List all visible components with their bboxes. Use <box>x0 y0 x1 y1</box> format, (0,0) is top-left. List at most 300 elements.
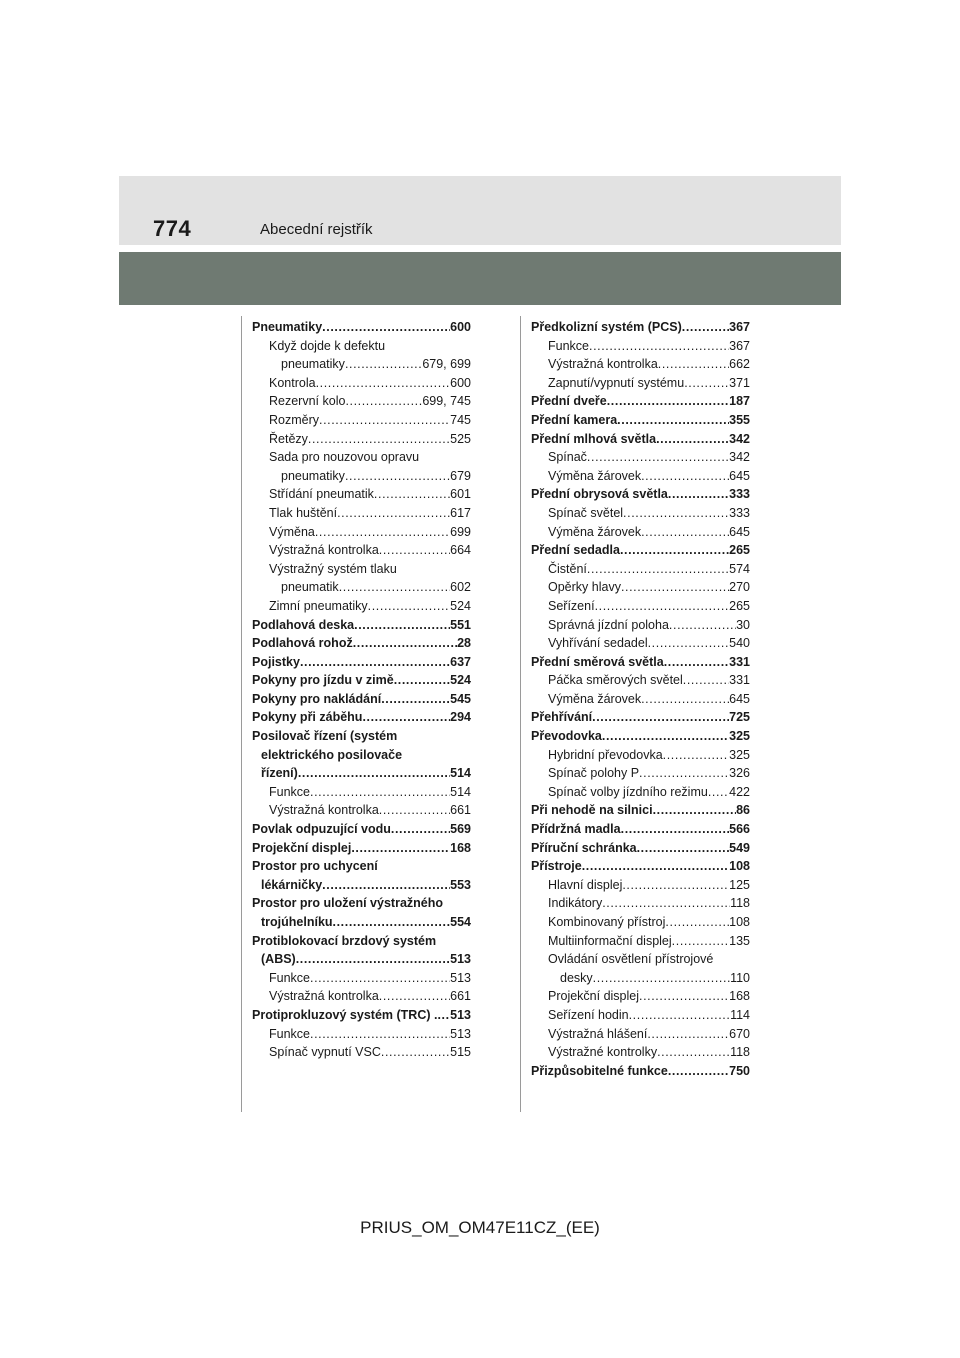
index-column-left <box>252 318 471 1062</box>
dot-leader <box>587 448 729 467</box>
index-entry-page: 645 <box>729 691 750 706</box>
index-entry-label: Výměna žárovek <box>548 524 642 539</box>
index-entry <box>531 355 750 374</box>
index-column-right <box>531 318 750 1080</box>
dot-leader <box>602 727 729 746</box>
index-entry-page: 294 <box>450 710 471 725</box>
index-entry-label: pneumatiky <box>281 468 345 483</box>
index-entry <box>252 764 471 783</box>
index-entry-page: 514 <box>450 784 471 799</box>
dot-leader <box>587 560 729 579</box>
index-entry-page: 125 <box>729 877 750 892</box>
dot-leader <box>345 355 422 374</box>
index-entry <box>252 987 471 1006</box>
index-entry <box>531 671 750 690</box>
index-entry <box>531 634 750 653</box>
index-entry-page: 745 <box>450 412 471 427</box>
index-entry-page: 168 <box>450 840 471 855</box>
index-entry <box>252 578 471 597</box>
index-entry <box>531 467 750 486</box>
index-entry-label: Přední sedadla <box>531 543 620 558</box>
index-entry-page: 645 <box>729 524 750 539</box>
index-entry-label: Podlahová rohož <box>252 636 353 651</box>
dot-leader <box>308 430 450 449</box>
index-entry <box>252 950 471 969</box>
index-entry-page: 355 <box>729 412 750 427</box>
index-entry-page: 270 <box>729 580 750 595</box>
index-entry-page: 118 <box>730 896 750 911</box>
index-entry-page: 108 <box>729 859 750 874</box>
index-entry-label: Vyhřívání sedadel <box>548 636 648 651</box>
index-entry-page: 524 <box>450 598 471 613</box>
index-entry-page: 135 <box>729 933 750 948</box>
dot-leader <box>315 523 450 542</box>
index-entry-page: 540 <box>729 636 750 651</box>
index-entry <box>531 430 750 449</box>
index-entry <box>252 839 471 858</box>
index-entry-label: Tlak huštění <box>269 505 338 520</box>
dot-leader <box>592 708 729 727</box>
dot-leader <box>607 392 729 411</box>
index-entry-label: Spínač vypnutí VSC <box>269 1045 381 1060</box>
index-entry <box>531 318 750 337</box>
dot-leader <box>353 634 457 653</box>
index-entry <box>531 708 750 727</box>
index-entry-label: Převodovka <box>531 729 602 744</box>
index-entry <box>252 392 471 411</box>
index-entry <box>531 597 750 616</box>
index-entry-page: 367 <box>729 320 750 334</box>
index-entry-label: Pneumatiky <box>252 320 323 334</box>
dot-leader <box>381 1043 450 1062</box>
index-entry-label: Příruční schránka <box>531 840 637 855</box>
page-number: 774 <box>153 216 192 241</box>
index-entry-page: 118 <box>730 1045 750 1060</box>
index-entry <box>531 1062 750 1081</box>
dot-leader <box>391 820 450 839</box>
index-entry <box>531 764 750 783</box>
index-entry-label: Přední směrová světla <box>531 654 664 669</box>
dot-leader <box>658 355 729 374</box>
index-entry-label: Spínač světel <box>548 505 624 520</box>
index-entry-label: Protiprokluzový systém (TRC) . <box>252 1007 438 1022</box>
index-entry <box>252 913 471 932</box>
index-entry-page: 371 <box>729 375 750 390</box>
index-entry-text: Protiblokovací brzdový systém <box>252 933 437 948</box>
index-entry <box>252 1006 471 1025</box>
index-entry <box>252 634 471 653</box>
index-entry-page: 331 <box>729 673 750 688</box>
index-entry-label: Výstražná kontrolka <box>269 803 379 818</box>
dot-leader <box>669 616 736 635</box>
index-entry-label: Výstražná kontrolka <box>269 989 379 1004</box>
column-divider-left <box>241 316 242 1112</box>
index-entry-text: Výstražný systém tlaku <box>269 561 397 576</box>
index-entry-page: 342 <box>729 450 750 465</box>
index-entry-page: 750 <box>729 1063 750 1078</box>
dot-leader <box>629 1006 730 1025</box>
index-entry-page: 545 <box>450 691 471 706</box>
index-entry <box>252 671 471 690</box>
index-entry <box>531 932 750 951</box>
index-entry-label: Pokyny pro jízdu v zimě <box>252 673 394 688</box>
dot-leader <box>682 318 729 337</box>
index-entry-label: trojúhelníku <box>261 915 333 929</box>
index-entry <box>252 355 471 374</box>
index-entry-label: Projekční displej <box>548 989 640 1004</box>
index-entry-label: Kontrola <box>269 375 316 390</box>
index-entry <box>531 913 750 932</box>
index-entry <box>531 690 750 709</box>
dot-leader <box>602 894 730 913</box>
dot-leader <box>684 374 729 393</box>
dot-leader <box>362 708 450 727</box>
index-entry-page: 661 <box>450 803 471 818</box>
index-entry-page: 187 <box>729 394 750 409</box>
index-entry-label: Zapnutí/vypnutí systému <box>548 375 685 390</box>
index-entry-label: Funkce <box>269 970 310 985</box>
dot-leader <box>310 969 450 988</box>
index-entry-page: 168 <box>729 989 750 1004</box>
index-entry <box>252 690 471 709</box>
index-entry-text: Prostor pro uchycení <box>252 859 378 874</box>
dot-leader <box>639 764 729 783</box>
index-entry-page: 331 <box>729 654 750 669</box>
index-entry-label: Funkce <box>548 338 589 353</box>
dot-leader <box>339 578 450 597</box>
index-entry <box>252 876 471 895</box>
index-entry-page: 514 <box>450 766 471 781</box>
index-entry-page: 333 <box>729 505 750 520</box>
index-entry-label: Přední dveře <box>531 394 607 409</box>
dot-leader <box>368 597 450 616</box>
index-entry-label: Výstražné kontrolky <box>548 1045 658 1060</box>
index-entry-page: 549 <box>729 840 750 855</box>
index-entry-label: Pojistky <box>252 654 300 669</box>
index-entry-text: Když dojde k defektu <box>269 338 386 353</box>
index-entry-page: 110 <box>730 970 750 985</box>
index-entry <box>531 839 750 858</box>
index-entry-label: Spínač polohy P <box>548 766 640 781</box>
index-entry-page: 326 <box>729 766 750 781</box>
dot-leader <box>345 467 450 486</box>
dot-leader <box>653 801 737 820</box>
index-entry-label: Přídržná madla <box>531 822 621 837</box>
index-entry-page: 513 <box>450 970 471 985</box>
index-entry-label: Výměna žárovek <box>548 691 642 706</box>
dot-leader <box>322 318 450 337</box>
index-entry-label: Indikátory <box>548 896 603 911</box>
index-entry-label: Přístroje <box>531 859 582 874</box>
index-entry-page: 645 <box>729 468 750 483</box>
index-entry-label: Výměna žárovek <box>548 468 642 483</box>
index-entry-label: Multiinformační displej <box>548 933 672 948</box>
index-entry-label: řízení) <box>261 766 298 781</box>
index-entry <box>531 485 750 504</box>
index-entry <box>531 746 750 765</box>
index-entry-page: 699, 745 <box>422 394 471 409</box>
index-entry <box>252 820 471 839</box>
index-entry <box>531 541 750 560</box>
index-entry-label: Hlavní displej <box>548 877 623 892</box>
index-entry <box>531 337 750 356</box>
index-entry-label: Výměna <box>269 524 315 539</box>
index-entry-label: Přední kamera <box>531 412 618 427</box>
index-entry-page: 333 <box>729 487 750 502</box>
index-entry <box>531 560 750 579</box>
index-entry <box>252 708 471 727</box>
index-entry <box>252 616 471 635</box>
index-entry-label: pneumatiky <box>281 357 345 372</box>
dot-leader <box>589 337 729 356</box>
index-entry-page: 551 <box>450 617 471 632</box>
dot-leader <box>622 876 729 895</box>
index-entry <box>531 411 750 430</box>
index-entry <box>531 523 750 542</box>
dot-leader <box>394 671 450 690</box>
index-entry-label: Spínač <box>548 450 587 465</box>
index-entry-page: 679, 699 <box>422 357 471 372</box>
dot-leader <box>298 764 450 783</box>
index-entry-label: Rezervní kolo <box>269 394 346 409</box>
index-entry-page: 525 <box>450 431 471 446</box>
dot-leader <box>333 913 451 932</box>
index-entry-label: lékárničky <box>261 877 323 892</box>
index-entry <box>252 467 471 486</box>
index-entry-text: Ovládání osvětlení přístrojové <box>548 952 714 967</box>
index-entry-label: Podlahová deska <box>252 617 355 632</box>
index-entry-page: 265 <box>729 598 750 613</box>
dot-leader <box>322 876 450 895</box>
index-entry-page: 513 <box>450 952 471 967</box>
index-entry <box>531 1025 750 1044</box>
index-entry-page: 422 <box>729 784 750 799</box>
index-entry <box>252 1025 471 1044</box>
column-divider-middle <box>520 316 521 1112</box>
index-entry-label: Zimní pneumatiky <box>269 598 368 613</box>
index-entry <box>252 801 471 820</box>
index-entry-page: 554 <box>450 915 471 929</box>
index-entry <box>531 801 750 820</box>
index-entry <box>252 969 471 988</box>
index-entry-text: Prostor pro uložení výstražného <box>252 896 444 911</box>
index-entry <box>531 616 750 635</box>
index-entry <box>252 504 471 523</box>
index-entry-page: 725 <box>729 710 750 725</box>
dot-leader <box>374 485 450 504</box>
index-entry-page: 513 <box>450 1007 471 1022</box>
index-entry-page: 30 <box>736 617 750 632</box>
index-entry <box>252 318 471 337</box>
index-entry-page: 661 <box>450 989 471 1004</box>
index-entry-label: Pokyny pro nakládání <box>252 691 382 706</box>
index-entry-label: Při nehodě na silnici <box>531 803 653 818</box>
index-entry <box>531 783 750 802</box>
dot-leader <box>319 411 450 430</box>
index-entry <box>531 894 750 913</box>
index-entry-label: (ABS) <box>261 952 296 967</box>
dot-leader <box>672 932 729 951</box>
index-entry <box>531 578 750 597</box>
dot-leader <box>316 374 451 393</box>
index-entry <box>252 485 471 504</box>
document-code: PRIUS_OM_OM47E11CZ_(EE) <box>360 1218 600 1237</box>
dot-leader <box>639 987 729 1006</box>
index-entry-page: 662 <box>729 357 750 372</box>
dot-leader <box>379 801 450 820</box>
index-entry-text: elektrického posilovače <box>261 747 403 762</box>
index-entry <box>252 523 471 542</box>
index-entry <box>252 783 471 802</box>
index-entry <box>531 820 750 839</box>
index-entry-label: Funkce <box>269 1026 310 1041</box>
dot-leader <box>621 820 730 839</box>
index-entry-page: 108 <box>729 915 750 929</box>
index-entry-label: Předkolizní systém (PCS) <box>531 320 682 334</box>
header-band <box>119 252 841 305</box>
dot-leader <box>379 987 450 1006</box>
index-entry <box>531 653 750 672</box>
index-entry <box>531 392 750 411</box>
dot-leader <box>345 392 422 411</box>
index-entry <box>252 541 471 560</box>
dot-leader <box>354 616 450 635</box>
index-entry-page: 325 <box>729 747 750 762</box>
index-entry-page: 617 <box>450 505 471 520</box>
dot-leader <box>683 671 729 690</box>
index-entry-label: Hybridní převodovka <box>548 747 663 762</box>
dot-leader <box>621 578 729 597</box>
index-entry-page: 86 <box>736 803 750 818</box>
dot-leader <box>617 411 729 430</box>
index-entry-page: 342 <box>729 431 750 446</box>
dot-leader <box>648 634 730 653</box>
dot-leader <box>296 950 450 969</box>
dot-leader <box>657 1043 730 1062</box>
index-entry <box>531 1043 750 1062</box>
index-entry <box>252 374 471 393</box>
index-entry-label: Čistění <box>548 561 587 576</box>
index-entry <box>531 876 750 895</box>
dot-leader <box>665 913 729 932</box>
index-entry-label: Přizpůsobitelné funkce <box>531 1063 668 1078</box>
index-entry <box>252 430 471 449</box>
dot-leader <box>310 1025 450 1044</box>
dot-leader <box>641 467 729 486</box>
index-entry-label: Spínač volby jízdního režimu <box>548 784 708 799</box>
dot-leader <box>300 653 450 672</box>
index-entry-page: 524 <box>450 673 471 688</box>
index-entry <box>252 1043 471 1062</box>
section-title: Abecední rejstřík <box>260 221 373 238</box>
index-entry-label: Projekční displej <box>252 840 352 855</box>
index-entry-page: 664 <box>450 543 471 558</box>
dot-leader <box>656 430 729 449</box>
index-entry-label: Seřízení hodin <box>548 1007 629 1022</box>
index-entry-label: Pokyny při záběhu <box>252 710 363 725</box>
index-entry <box>531 374 750 393</box>
index-entry <box>531 1006 750 1025</box>
index-entry <box>531 987 750 1006</box>
index-entry <box>531 448 750 467</box>
dot-leader <box>351 839 450 858</box>
index-entry-label: Seřízení <box>548 598 595 613</box>
dot-leader <box>663 746 729 765</box>
index-entry-label: Funkce <box>269 784 310 799</box>
dot-leader <box>623 504 729 523</box>
index-entry-text: Sada pro nouzovou opravu <box>269 450 420 465</box>
dot-leader <box>381 690 450 709</box>
index-entry-page: 600 <box>450 375 471 390</box>
index-entry-label: Přední obrysová světla <box>531 487 668 502</box>
index-entry <box>252 411 471 430</box>
index-entry-label: Opěrky hlavy <box>548 580 621 595</box>
index-entry-page: 602 <box>450 580 471 595</box>
index-entry-label: Kombinovaný přístroj <box>548 915 666 929</box>
dot-leader <box>337 504 450 523</box>
dot-leader <box>647 1025 729 1044</box>
dot-leader <box>664 653 729 672</box>
index-entry-page: 513 <box>450 1026 471 1041</box>
dot-leader <box>708 783 729 802</box>
index-entry-label: pneumatik <box>281 580 339 595</box>
dot-leader <box>582 857 729 876</box>
index-entry-label: Páčka směrových světel <box>548 673 683 688</box>
index-entry-label: Povlak odpuzující vodu <box>252 822 391 837</box>
header-bar <box>119 176 841 245</box>
index-entry-label: Výstražná kontrolka <box>548 357 658 372</box>
index-entry-page: 28 <box>457 636 471 651</box>
dot-leader <box>668 1062 729 1081</box>
index-entry-label: Správná jízdní poloha <box>548 617 669 632</box>
index-entry-page: 325 <box>729 729 750 744</box>
index-entry-page: 670 <box>729 1026 750 1041</box>
index-entry-page: 574 <box>729 561 750 576</box>
index-entry-page: 367 <box>729 338 750 353</box>
index-entry-label: Výstražná hlášení <box>548 1026 648 1041</box>
dot-leader <box>595 597 730 616</box>
index-entry-page: 600 <box>450 320 471 334</box>
index-entry-label: Přehřívání <box>531 710 593 725</box>
index-entry-page: 553 <box>450 877 471 892</box>
index-entry-page: 265 <box>729 543 750 558</box>
dot-leader <box>379 541 450 560</box>
dot-leader <box>310 783 450 802</box>
index-entry-label: Rozměry <box>269 412 320 427</box>
index-entry <box>531 857 750 876</box>
index-entry-page: 679 <box>450 468 471 483</box>
index-entry-page: 515 <box>450 1045 471 1060</box>
index-entry <box>252 597 471 616</box>
index-entry-text: Posilovač řízení (systém <box>252 729 398 744</box>
index-entry-page: 569 <box>450 822 471 837</box>
index-entry-label: Střídání pneumatik <box>269 487 374 502</box>
index-entry <box>531 504 750 523</box>
index-entry-label: Přední mlhová světla <box>531 431 657 446</box>
dot-leader <box>641 690 729 709</box>
dot-leader <box>668 485 729 504</box>
index-entry-page: 699 <box>450 524 471 539</box>
dot-leader <box>593 969 730 988</box>
dot-leader <box>641 523 729 542</box>
dot-leader <box>620 541 729 560</box>
index-entry <box>531 969 750 988</box>
index-entry-page: 114 <box>730 1007 750 1022</box>
index-entry-label: desky <box>560 970 593 985</box>
index-entry-label: Řetězy <box>269 431 308 446</box>
index-entry-page: 637 <box>450 654 471 669</box>
index-entry <box>252 653 471 672</box>
